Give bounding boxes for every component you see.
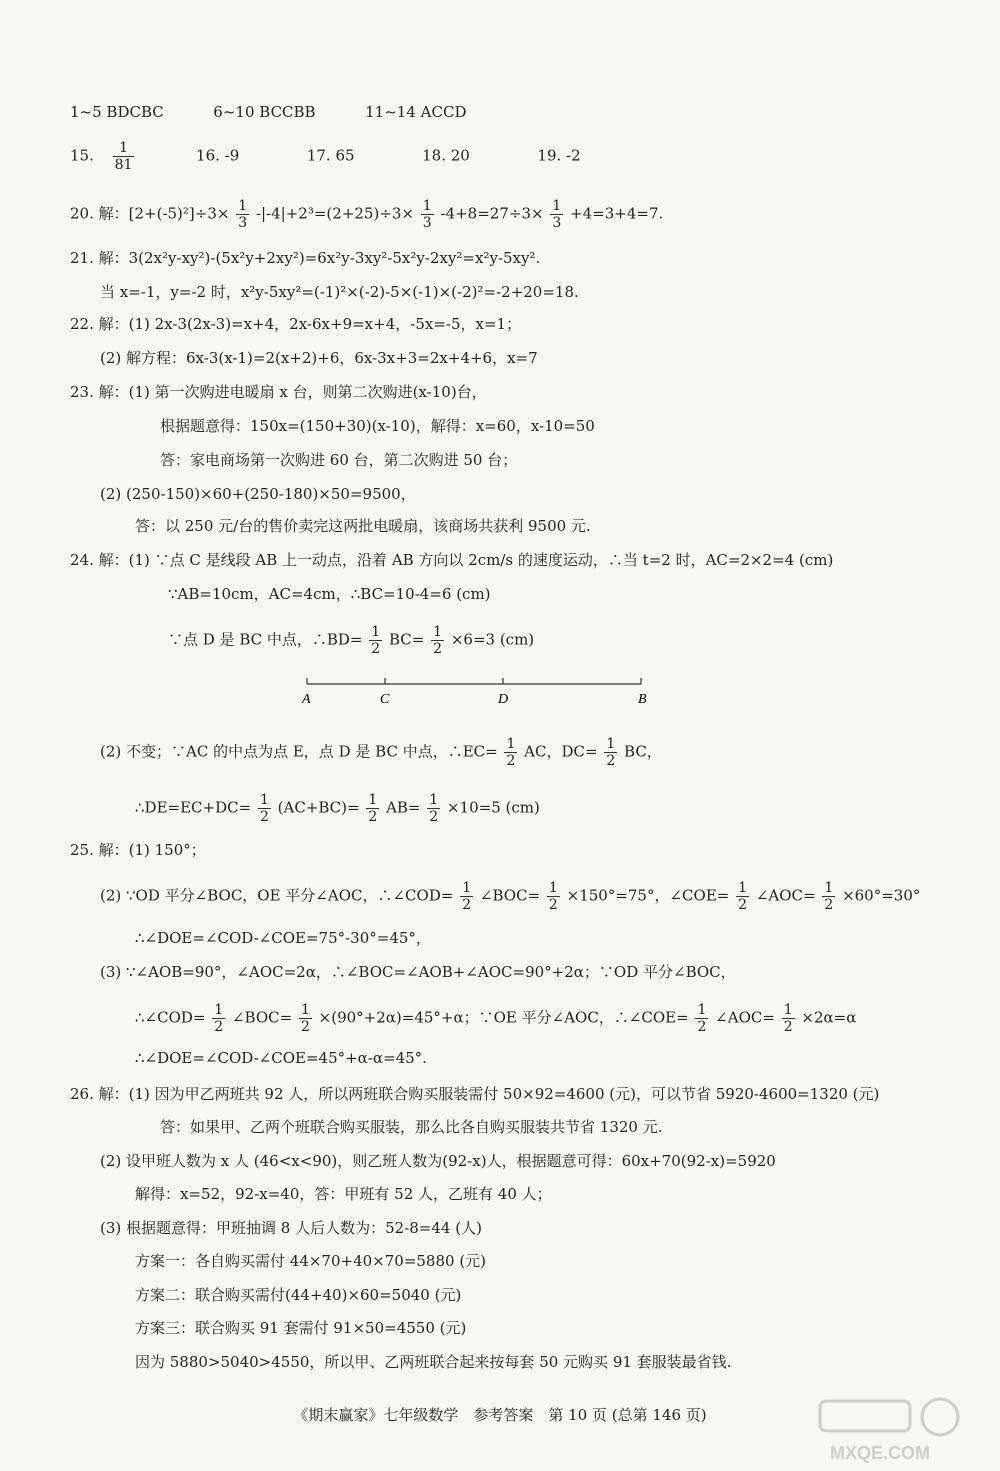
q25-text: ∠AOC= bbox=[755, 886, 816, 905]
q26-line-2: 答：如果甲、乙两个班联合购买服装，那么比各自购买服装共节省 1320 元. bbox=[160, 1118, 663, 1136]
q26-line-5: (3) 根据题意得：甲班抽调 8 人后人数为：52-8=44 (人) bbox=[100, 1219, 482, 1237]
q24-text: BC= bbox=[388, 630, 425, 649]
answers-6-10: 6~10 BCCBB bbox=[213, 103, 316, 121]
q18-answer: 18. 20 bbox=[422, 146, 470, 165]
q24-text: AC，DC= bbox=[524, 742, 598, 761]
label-a: A bbox=[302, 692, 311, 707]
watermark-icon bbox=[800, 1395, 970, 1465]
q25-line-6: ∴∠DOE=∠COD-∠COE=45°+α-α=45°. bbox=[135, 1049, 427, 1067]
q15-fraction: $\frac{1}{81}$ bbox=[114, 140, 133, 173]
q26-line-1: 26. 解：(1) 因为甲乙两班共 92 人，所以两班联合购买服装需付 50×92=4600 (元)，可以节省 5920-4600=1320 (元) bbox=[70, 1085, 880, 1103]
q25-line-4: (3) ∵∠AOB=90°，∠AOC=2α，∴∠BOC=∠AOB+∠AOC=90°+2α；∵OD 平分∠BOC， bbox=[100, 963, 736, 981]
q25-text: (2) ∵OD 平分∠BOC，OE 平分∠AOC，∴∠COD= bbox=[100, 886, 454, 905]
answers-11-14: 11~14 ACCD bbox=[365, 103, 467, 121]
q17-answer: 17. 65 bbox=[306, 146, 355, 165]
fraction-1-2: $\frac{1}{2}$ bbox=[300, 1002, 310, 1035]
fraction-1-2: $\frac{1}{2}$ bbox=[697, 1002, 707, 1035]
watermark-logo bbox=[800, 1395, 970, 1465]
q24-line-2: ∵AB=10cm，AC=4cm，∴BC=10-4=6 (cm) bbox=[168, 585, 491, 603]
fraction-1-2: $\frac{1}{2}$ bbox=[824, 880, 834, 913]
fraction-1-2: $\frac{1}{2}$ bbox=[259, 792, 269, 825]
fraction-1-3: $\frac{1}{3}$ bbox=[422, 198, 432, 231]
fraction-1-2: $\frac{1}{2}$ bbox=[606, 736, 616, 769]
mc-answers-row bbox=[70, 102, 466, 122]
q25-line-5 bbox=[135, 1002, 856, 1035]
fill-answers-row bbox=[70, 140, 581, 173]
q26-line-6: 方案一：各自购买需付 44×70+40×70=5880 (元) bbox=[135, 1252, 487, 1270]
q19-answer: 19. -2 bbox=[537, 146, 581, 165]
q24-text: ×10=5 (cm) bbox=[446, 798, 540, 817]
q24-text: AB= bbox=[386, 798, 421, 817]
q24-text: ∴DE=EC+DC= bbox=[135, 798, 252, 817]
fraction-1-2: $\frac{1}{2}$ bbox=[433, 624, 443, 657]
q26-line-8: 方案三：联合购买 91 套需付 91×50=4550 (元) bbox=[135, 1319, 467, 1337]
q22-line-2: (2) 解方程：6x-3(x-1)=2(x+2)+6，6x-3x+3=2x+4+6，x=7 bbox=[100, 349, 538, 367]
q15-label: 15. bbox=[70, 146, 94, 165]
q16-answer: 16. -9 bbox=[196, 146, 240, 165]
q25-line-1: 25. 解：(1) 150°； bbox=[70, 841, 206, 859]
page-footer: 《期末赢家》七年级数学 参考答案 第 10 页 (总第 146 页) bbox=[293, 1406, 707, 1424]
q22-line-1: 22. 解：(1) 2x-3(2x-3)=x+4，2x-6x+9=x+4，-5x=-5，x=1； bbox=[70, 315, 522, 333]
segment-diagram bbox=[295, 672, 655, 712]
fraction-1-2: $\frac{1}{2}$ bbox=[548, 880, 558, 913]
fraction-1-3: $\frac{1}{3}$ bbox=[238, 198, 248, 231]
q24-text: ∵点 D 是 BC 中点，∴BD= bbox=[168, 630, 363, 649]
q24-line-5 bbox=[135, 792, 540, 825]
q25-line-3: ∴∠DOE=∠COD-∠COE=75°-30°=45°， bbox=[135, 929, 431, 947]
q24-text: BC， bbox=[624, 742, 662, 761]
fraction-1-2: $\frac{1}{2}$ bbox=[368, 792, 378, 825]
q25-text: ×60°=30° bbox=[842, 886, 921, 905]
fraction-1-2: $\frac{1}{2}$ bbox=[506, 736, 516, 769]
fraction-1-2: $\frac{1}{2}$ bbox=[783, 1002, 793, 1035]
label-c: C bbox=[380, 692, 390, 707]
q21-line-2: 当 x=-1，y=-2 时，x²y-5xy²=(-1)²×(-2)-5×(-1)×(-2)²=-2+20=18. bbox=[100, 283, 579, 301]
fraction-1-2: $\frac{1}{2}$ bbox=[738, 880, 748, 913]
q20-part: +4=3+4=7. bbox=[570, 204, 664, 223]
q25-text: ×(90°+2α)=45°+α；∵OE 平分∠AOC，∴∠COE= bbox=[318, 1008, 689, 1027]
q25-text: ×2α=α bbox=[801, 1008, 857, 1027]
fraction-1-3: $\frac{1}{3}$ bbox=[552, 198, 562, 231]
q21-line-1: 21. 解：3(2x²y-xy²)-(5x²y+2xy²)=6x²y-3xy²-5x²y-2xy²=x²y-5xy². bbox=[70, 249, 541, 267]
q25-text: ×150°=75°，∠COE= bbox=[566, 886, 730, 905]
fraction-1-2: $\frac{1}{2}$ bbox=[371, 624, 381, 657]
q20-part: -4+8=27÷3× bbox=[440, 204, 544, 223]
q23-line-2: 根据题意得：150x=(150+30)(x-10)，解得：x=60，x-10=50 bbox=[160, 417, 595, 435]
q20-solution bbox=[70, 198, 663, 231]
q26-line-9: 因为 5880>5040>4550，所以甲、乙两班联合起来按每套 50 元购买 91 套服装最省钱. bbox=[135, 1353, 732, 1371]
q23-line-5: 答：以 250 元/台的售价卖完这两批电暖扇，该商场共获利 9500 元. bbox=[135, 517, 591, 535]
q26-line-3: (2) 设甲班人数为 x 人 (46<x<90)，则乙班人数为(92-x)人，根据题意可得：60x+70(92-x)=5920 bbox=[100, 1152, 776, 1170]
svg-text:MXQE.COM: MXQE.COM bbox=[830, 1443, 931, 1463]
q23-line-1: 23. 解：(1) 第一次购进电暖扇 x 台，则第二次购进(x-10)台， bbox=[70, 383, 487, 401]
label-b: B bbox=[638, 692, 647, 707]
fraction-1-2: $\frac{1}{2}$ bbox=[462, 880, 472, 913]
q24-text: ×6=3 (cm) bbox=[450, 630, 535, 649]
fraction-1-2: $\frac{1}{2}$ bbox=[429, 792, 439, 825]
q24-text: (AC+BC)= bbox=[277, 798, 360, 817]
q25-text: ∴∠COD= bbox=[135, 1008, 206, 1027]
q25-text: ∠BOC= bbox=[479, 886, 541, 905]
q23-line-4: (2) (250-150)×60+(250-180)×50=9500， bbox=[100, 485, 416, 503]
q24-line-4 bbox=[100, 736, 662, 769]
q25-text: ∠BOC= bbox=[231, 1008, 293, 1027]
q24-line-1: 24. 解：(1) ∵点 C 是线段 AB 上一动点，沿着 AB 方向以 2cm/s 的速度运动，∴当 t=2 时，AC=2×2=4 (cm) bbox=[70, 551, 834, 569]
q25-text: ∠AOC= bbox=[715, 1008, 775, 1027]
q24-text: (2) 不变；∵AC 的中点为点 E，点 D 是 BC 中点，∴EC= bbox=[100, 742, 498, 761]
fraction-1-2: $\frac{1}{2}$ bbox=[214, 1002, 224, 1035]
q20-part: -|-4|+2³=(2+25)÷3× bbox=[255, 204, 415, 223]
q26-line-7: 方案二：联合购买需付(44+40)×60=5040 (元) bbox=[135, 1286, 462, 1304]
label-d: D bbox=[498, 692, 509, 707]
q25-line-2 bbox=[100, 880, 920, 913]
q26-line-4: 解得：x=52，92-x=40，答：甲班有 52 人，乙班有 40 人； bbox=[135, 1185, 552, 1203]
q23-line-3: 答：家电商场第一次购进 60 台，第二次购进 50 台； bbox=[160, 451, 518, 469]
q24-line-3 bbox=[168, 624, 534, 657]
q20-part: 20. 解：[2+(-5)²]÷3× bbox=[70, 204, 230, 223]
answers-1-5: 1~5 BDCBC bbox=[70, 103, 164, 121]
